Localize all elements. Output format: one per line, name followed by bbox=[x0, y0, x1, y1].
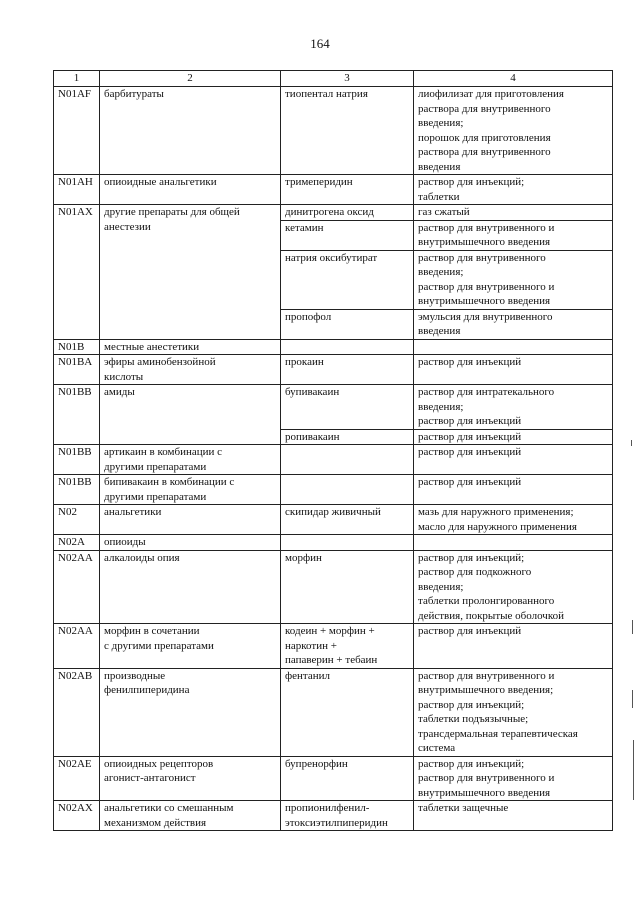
dosage-form-cell: раствор для интратекального введения; раствор для инъекций bbox=[414, 385, 613, 430]
dosage-form-cell: таблетки защечные bbox=[414, 801, 613, 831]
atc-code-cell: N01AX bbox=[54, 205, 100, 340]
drug-name-cell: натрия оксибутират bbox=[281, 250, 414, 309]
drug-name-cell: фентанил bbox=[281, 668, 414, 756]
table-header-row bbox=[54, 71, 613, 87]
table-row bbox=[54, 801, 613, 831]
dosage-form-cell: газ сжатый bbox=[414, 205, 613, 221]
drug-name-cell: прокаин bbox=[281, 355, 414, 385]
table-row bbox=[54, 339, 613, 355]
anatomical-group-cell: анальгетики bbox=[100, 505, 281, 535]
anatomical-group-cell: производные фенилпиперидина bbox=[100, 668, 281, 756]
atc-code-cell: N01AH bbox=[54, 175, 100, 205]
anatomical-group-cell: опиоидные анальгетики bbox=[100, 175, 281, 205]
drug-name-cell: скипидар живичный bbox=[281, 505, 414, 535]
drug-table bbox=[53, 70, 613, 831]
column-header: 3 bbox=[281, 71, 414, 87]
table-row bbox=[54, 535, 613, 551]
dosage-form-cell: мазь для наружного применения; масло для наружного применения bbox=[414, 505, 613, 535]
table-row bbox=[54, 445, 613, 475]
anatomical-group-cell: барбитураты bbox=[100, 87, 281, 175]
column-header: 4 bbox=[414, 71, 613, 87]
scan-margin-mark bbox=[633, 740, 634, 800]
table-row bbox=[54, 668, 613, 756]
column-header: 2 bbox=[100, 71, 281, 87]
anatomical-group-cell: опиоиды bbox=[100, 535, 281, 551]
table-row bbox=[54, 550, 613, 624]
anatomical-group-cell: алкалоиды опия bbox=[100, 550, 281, 624]
anatomical-group-cell: бипивакаин в комбинации с другими препаратами bbox=[100, 475, 281, 505]
atc-code-cell: N02AB bbox=[54, 668, 100, 756]
atc-code-cell: N02A bbox=[54, 535, 100, 551]
dosage-form-cell: раствор для инъекций; раствор для подкожного введения; таблетки пролонгированного действия, покрытые оболочкой bbox=[414, 550, 613, 624]
anatomical-group-cell: местные анестетики bbox=[100, 339, 281, 355]
table-row bbox=[54, 87, 613, 175]
drug-name-cell: динитрогена оксид bbox=[281, 205, 414, 221]
table-row bbox=[54, 175, 613, 205]
column-header: 1 bbox=[54, 71, 100, 87]
scan-margin-mark bbox=[631, 440, 632, 446]
atc-code-cell: N01BB bbox=[54, 475, 100, 505]
dosage-form-cell: раствор для внутривенного и внутримышечного введения bbox=[414, 220, 613, 250]
drug-name-cell bbox=[281, 535, 414, 551]
atc-code-cell: N02 bbox=[54, 505, 100, 535]
dosage-form-cell: раствор для инъекций bbox=[414, 429, 613, 445]
page-number: 164 bbox=[310, 36, 330, 51]
dosage-form-cell: раствор для внутривенного и внутримышечного введения; раствор для инъекций; таблетки подъязычные; трансдермальная терапевтическая система bbox=[414, 668, 613, 756]
table-body bbox=[54, 87, 613, 831]
anatomical-group-cell: морфин в сочетании с другими препаратами bbox=[100, 624, 281, 669]
scan-margin-mark bbox=[632, 690, 633, 708]
drug-name-cell: тримеперидин bbox=[281, 175, 414, 205]
table-row bbox=[54, 505, 613, 535]
dosage-form-cell: раствор для инъекций bbox=[414, 475, 613, 505]
drug-name-cell bbox=[281, 475, 414, 505]
drug-name-cell: пропофол bbox=[281, 309, 414, 339]
atc-code-cell: N01B bbox=[54, 339, 100, 355]
anatomical-group-cell: анальгетики со смешанным механизмом действия bbox=[100, 801, 281, 831]
table-row bbox=[54, 355, 613, 385]
atc-code-cell: N01BB bbox=[54, 385, 100, 445]
dosage-form-cell: эмульсия для внутривенного введения bbox=[414, 309, 613, 339]
table-row bbox=[54, 385, 613, 430]
atc-code-cell: N02AE bbox=[54, 756, 100, 801]
anatomical-group-cell: опиоидных рецепторов агонист-антагонист bbox=[100, 756, 281, 801]
scan-margin-mark bbox=[632, 620, 633, 634]
drug-name-cell: бупивакаин bbox=[281, 385, 414, 430]
atc-code-cell: N01AF bbox=[54, 87, 100, 175]
table-row bbox=[54, 205, 613, 221]
anatomical-group-cell: другие препараты для общей анестезии bbox=[100, 205, 281, 340]
atc-code-cell: N01BB bbox=[54, 445, 100, 475]
drug-name-cell: ропивакаин bbox=[281, 429, 414, 445]
dosage-form-cell: раствор для инъекций; раствор для внутривенного и внутримышечного введения bbox=[414, 756, 613, 801]
dosage-form-cell: раствор для инъекций bbox=[414, 445, 613, 475]
drug-name-cell: кодеин + морфин + наркотин + папаверин + тебаин bbox=[281, 624, 414, 669]
dosage-form-cell bbox=[414, 535, 613, 551]
dosage-form-cell: раствор для инъекций; таблетки bbox=[414, 175, 613, 205]
drug-name-cell bbox=[281, 339, 414, 355]
anatomical-group-cell: амиды bbox=[100, 385, 281, 445]
anatomical-group-cell: артикаин в комбинации с другими препаратами bbox=[100, 445, 281, 475]
dosage-form-cell: раствор для внутривенного введения; раствор для внутривенного и внутримышечного введения bbox=[414, 250, 613, 309]
table-row bbox=[54, 475, 613, 505]
atc-code-cell: N02AA bbox=[54, 550, 100, 624]
drug-name-cell: кетамин bbox=[281, 220, 414, 250]
anatomical-group-cell: эфиры аминобензойной кислоты bbox=[100, 355, 281, 385]
dosage-form-cell bbox=[414, 339, 613, 355]
dosage-form-cell: раствор для инъекций bbox=[414, 624, 613, 669]
drug-name-cell: бупренорфин bbox=[281, 756, 414, 801]
table-row bbox=[54, 624, 613, 669]
drug-name-cell bbox=[281, 445, 414, 475]
atc-code-cell: N02AA bbox=[54, 624, 100, 669]
drug-name-cell: морфин bbox=[281, 550, 414, 624]
dosage-form-cell: лиофилизат для приготовления раствора для внутривенного введения; порошок для приготовления раствора для внутривенного введения bbox=[414, 87, 613, 175]
dosage-form-cell: раствор для инъекций bbox=[414, 355, 613, 385]
table-row bbox=[54, 756, 613, 801]
atc-code-cell: N01BA bbox=[54, 355, 100, 385]
drug-name-cell: пропионилфенил- этоксиэтилпиперидин bbox=[281, 801, 414, 831]
drug-name-cell: тиопентал натрия bbox=[281, 87, 414, 175]
atc-code-cell: N02AX bbox=[54, 801, 100, 831]
